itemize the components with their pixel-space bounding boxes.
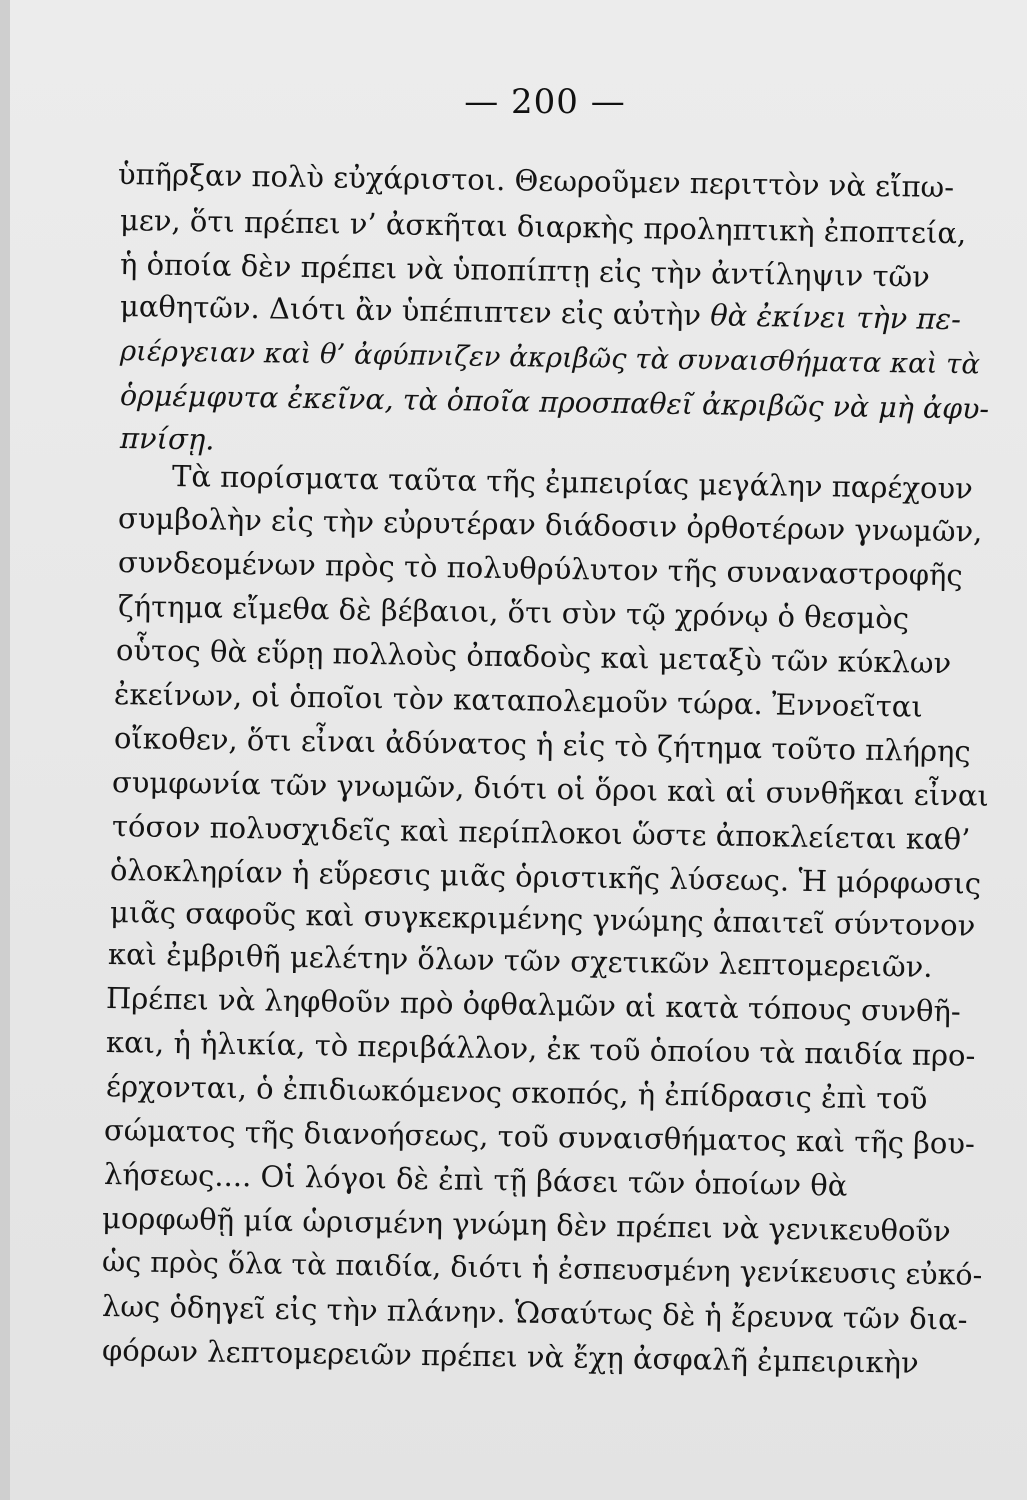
text-line-22: έρχονται, ὁ ἐπιδιωκόμενος σκοπός, ἡ ἐπίδρασις ἐπὶ τοῦ — [105, 1069, 928, 1116]
text-line-11: ζήτημα εἴμεθα δὲ βέβαιοι, ὅτι σὺν τῷ χρόνῳ ὁ θεσμὸς — [117, 589, 910, 636]
text-line-4-roman: μαθητῶν. Διότι ἂν ὑπέπιπτεν εἰς αὐτὴν — [119, 289, 702, 333]
text-line-2: μεν, ὅτι πρέπει ν’ ἀσκῆται διαρκὴς προληπτικὴ ἐποπτεία, — [119, 203, 967, 251]
text-line-21: και, ἡ ἡλικία, τὸ περιβάλλον, ἐκ τοῦ ὁποίου τὰ παιδία προ- — [105, 1025, 976, 1073]
text-line-24: λήσεως.... Οἱ λόγοι δὲ ἐπὶ τῇ βάσει τῶν ὁποίων θὰ — [103, 1157, 848, 1203]
text-line-6: ὁρμέμφυτα ἐκεῖνα, τὰ ὁποῖα προσπαθεῖ ἀκριβῶς νὰ μὴ ἀφυ- — [119, 379, 990, 426]
text-line-19: καὶ ἐμβριθῆ μελέτην ὅλων τῶν σχετικῶν λεπτομερειῶν. — [107, 937, 933, 984]
text-line-8: Τὰ πορίσματα ταῦτα τῆς ἐμπειρίας μεγάλην παρέχουν — [171, 459, 974, 506]
text-line-20: Πρέπει νὰ ληφθοῦν πρὸ ὀφθαλμῶν αἱ κατὰ τόπους συνθῆ- — [105, 981, 961, 1029]
text-line-12: οὗτος θὰ εὕρῃ πολλοὺς ὀπαδοὺς καὶ μεταξὺ τῶν κύκλων — [115, 633, 952, 681]
text-line-18: μιᾶς σαφοῦς καὶ συγκεκριμένης γνώμης ἀπαιτεῖ σύντονον — [109, 895, 976, 943]
page-edge — [0, 0, 10, 1500]
text-line-23: σώματος τῆς διανοήσεως, τοῦ συναισθήματος καὶ τῆς βου- — [103, 1113, 976, 1161]
text-line-10: συνδεομένων πρὸς τὸ πολυθρύλυτον τῆς συναναστροφῆς — [117, 545, 963, 593]
text-line-4-italic: θὰ ἐκίνει τὴν πε- — [709, 298, 962, 337]
text-line-9: συμβολὴν εἰς τὴν εὐρυτέραν διάδοσιν ὀρθοτέρων γνωμῶν, — [117, 501, 983, 549]
text-line-5: ριέργειαν καὶ θ’ ἀφύπνιζεν ἀκριβῶς τὰ συναισθήματα καὶ τὰ — [119, 335, 981, 381]
text-line-15: συμφωνία τῶν γνωμῶν, διότι οἱ ὅροι καὶ αἱ συνθῆκαι εἶναι — [111, 765, 990, 813]
text-line-16: τόσον πολυσχιδεῖς καὶ περίπλοκοι ὥστε ἀποκλείεται καθ’ — [111, 809, 971, 857]
text-line-1: ὑπῆρξαν πολὺ εὐχάριστοι. Θεωροῦμεν περιττὸν νὰ εἴπω- — [117, 157, 955, 205]
text-line-27: λως ὁδηγεῖ εἰς τὴν πλάνην. Ὡσαύτως δὲ ἡ ἔρευνα τῶν δια- — [101, 1289, 968, 1337]
text-line-25: μορφωθῇ μία ὡρισμένη γνώμη δὲν πρέπει νὰ γενικευθοῦν — [101, 1201, 951, 1249]
text-line-17: ὁλοκληρίαν ἡ εὕρεσις μιᾶς ὁριστικῆς λύσεως. Ἡ μόρφωσις — [109, 853, 982, 901]
text-line-7: πνίσῃ. — [119, 421, 215, 457]
text-line-28: φόρων λεπτομερειῶν πρέπει νὰ ἔχῃ ἀσφαλῆ ἐμπειρικὴν — [101, 1333, 919, 1380]
page-number: — 200 — — [464, 82, 626, 122]
text-line-4 — [119, 289, 962, 337]
text-line-3: ἡ ὁποία δὲν πρέπει νὰ ὑποπίπτῃ εἰς τὴν ἀντίληψιν τῶν — [119, 247, 931, 294]
text-line-13: ἐκείνων, οἱ ὁποῖοι τὸν καταπολεμοῦν τώρα. Ἐννοεῖται — [113, 677, 924, 724]
text-line-14: οἴκοθεν, ὅτι εἶναι ἀδύνατος ἡ εἰς τὸ ζήτημα τοῦτο πλήρης — [113, 721, 971, 769]
text-line-26: ὡς πρὸς ὅλα τὰ παιδία, διότι ἡ ἐσπευσμένη γενίκευσις εὐκό- — [101, 1245, 983, 1292]
